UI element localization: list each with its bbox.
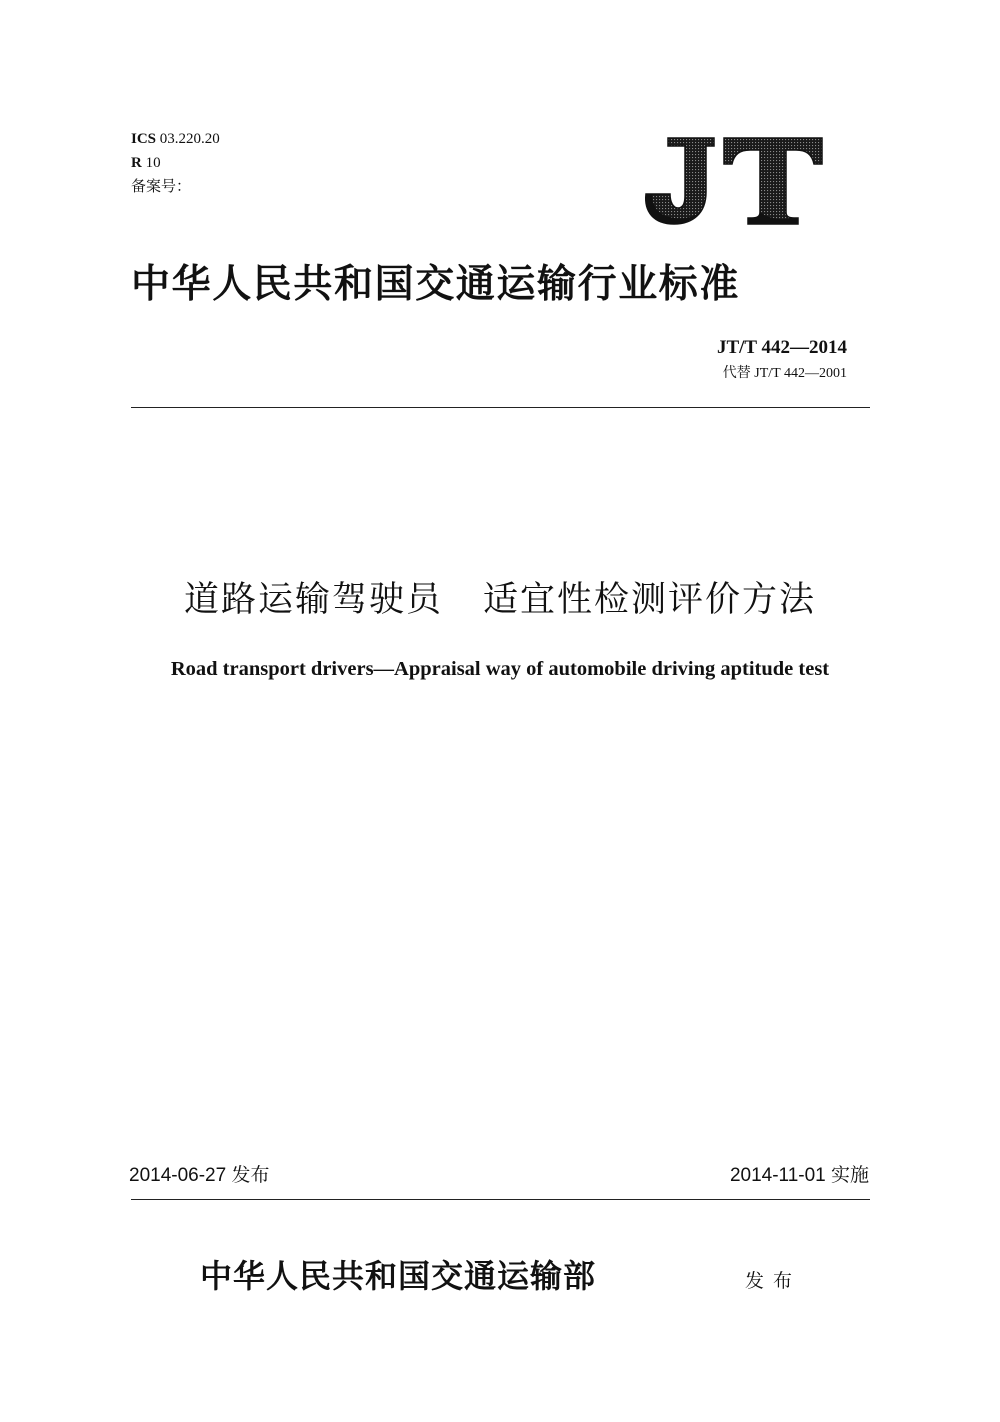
standard-number: JT/T 442—2014 (716, 337, 847, 358)
ics-line (131, 127, 220, 151)
title-zh-part1: 道路运输驾驶员 (183, 580, 443, 620)
issued-label: 发布 (745, 1270, 802, 1292)
bottom-rule (131, 1199, 870, 1200)
issue-date: 2014-06-27 发布 (129, 1165, 270, 1186)
issuer-name: 中华人民共和国交通运输部 (200, 1257, 597, 1295)
implementation-date: 2014-11-01 实施 (729, 1165, 869, 1186)
ccs-label: R (131, 155, 142, 171)
ccs-line (131, 151, 161, 175)
document-title-zh (0, 574, 1000, 626)
logo-letter-t (724, 138, 822, 224)
filing-label: 备案号： (131, 179, 192, 195)
document-title-en: Road transport drivers—Appraisal way of automobile driving aptitude test (170, 658, 830, 680)
top-rule (131, 407, 870, 408)
ics-code: 03.220.20 (159, 131, 220, 147)
jt-logo (640, 132, 830, 228)
filing-number-line (131, 175, 191, 199)
ics-label: ICS (131, 131, 157, 147)
logo-letter-j (646, 138, 714, 224)
replaces-standard: 代替 JT/T 442—2001 (722, 366, 847, 381)
title-zh-part2: 适宜性检测评价方法 (483, 580, 817, 620)
ccs-code: 10 (145, 155, 161, 171)
authority-title: 中华人民共和国交通运输行业标准 (131, 261, 741, 307)
